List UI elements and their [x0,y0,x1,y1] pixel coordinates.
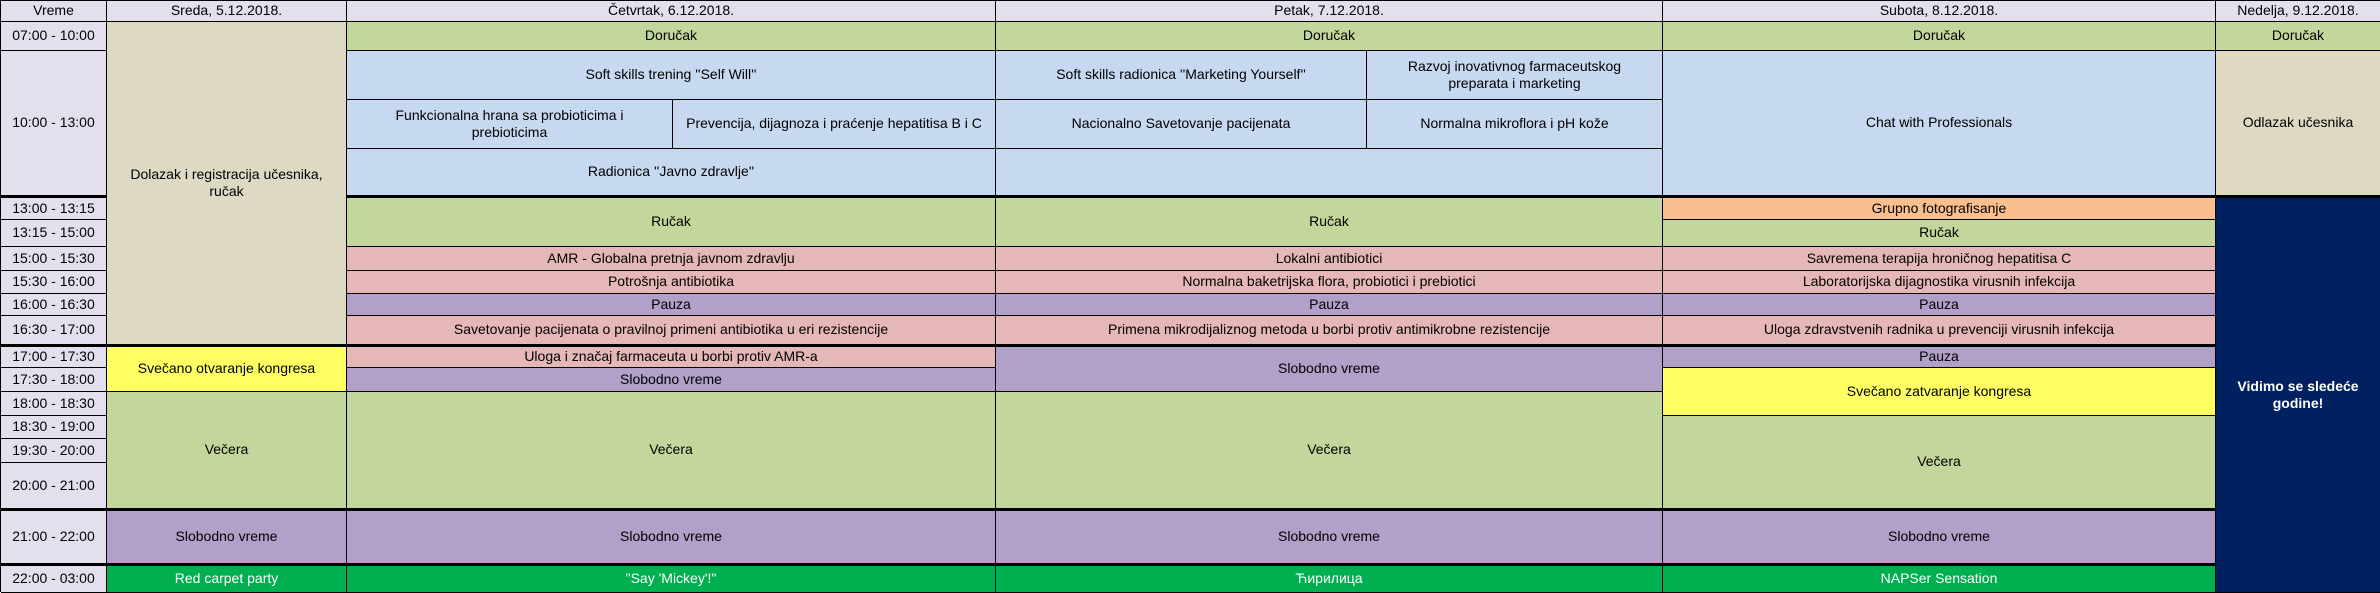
sreda-party: Red carpet party [107,564,347,593]
pet-mikrodijaliza: Primena mikrodijaliznog metoda u borbi protiv antimikrobne rezistencije [996,316,1663,345]
sub-chat: Chat with Professionals [1663,51,2216,196]
time-1700-1730: 17:00 - 17:30 [1,345,107,368]
pet-mikroflora: Normalna mikroflora i pH kože [1367,100,1663,149]
sub-party: NAPSer Sensation [1663,564,2216,593]
sub-vecera: Večera [1663,416,2216,509]
header-vreme: Vreme [1,1,107,22]
sub-terapija: Savremena terapija hroničnog hepatitisa C [1663,247,2216,271]
cet-slobodno-2: Slobodno vreme [347,509,996,564]
header-petak: Petak, 7.12.2018. [996,1,1663,22]
time-0700-1000: 07:00 - 10:00 [1,22,107,51]
sub-pauza-2: Pauza [1663,345,2216,368]
cet-potrosnja: Potrošnja antibiotika [347,271,996,294]
cet-pauza: Pauza [347,294,996,316]
pet-pauza: Pauza [996,294,1663,316]
time-1530-1600: 15:30 - 16:00 [1,271,107,294]
header-sreda: Sreda, 5.12.2018. [107,1,347,22]
time-1300-1315: 13:00 - 13:15 [1,196,107,220]
pet-slobodno-1: Slobodno vreme [996,345,1663,392]
pet-dorucak: Doručak [996,22,1663,51]
time-1630-1700: 16:30 - 17:00 [1,316,107,345]
time-2000-2100: 20:00 - 21:00 [1,463,107,509]
cet-vecera: Večera [347,392,996,509]
sreda-slobodno: Slobodno vreme [107,509,347,564]
cet-rucak: Ručak [347,196,996,247]
header-subota: Subota, 8.12.2018. [1663,1,2216,22]
ned-dorucak: Doručak [2216,22,2380,51]
pet-party: Ћирилица [996,564,1663,593]
ned-vidimo-se: Vidimo se sledeće godine! [2216,196,2380,593]
pet-slobodno-2: Slobodno vreme [996,509,1663,564]
time-1600-1630: 16:00 - 16:30 [1,294,107,316]
cet-slobodno-1: Slobodno vreme [347,368,996,392]
time-2200-0300: 22:00 - 03:00 [1,564,107,593]
cet-uloga: Uloga i značaj farmaceuta u borbi protiv AMR-a [347,345,996,368]
sub-uloga: Uloga zdravstvenih radnika u prevenciji virusnih infekcija [1663,316,2216,345]
time-1930-2000: 19:30 - 20:00 [1,439,107,463]
time-1800-1830: 18:00 - 18:30 [1,392,107,416]
header-nedelja: Nedelja, 9.12.2018. [2216,1,2380,22]
pet-marketing-yourself: Soft skills radionica ''Marketing Yourself'' [996,51,1367,100]
pet-flora: Normalna baketrijska flora, probiotici i prebiotici [996,271,1663,294]
sub-slobodno: Slobodno vreme [1663,509,2216,564]
cet-party: "Say 'Mickey'!" [347,564,996,593]
pet-lokalni: Lokalni antibiotici [996,247,1663,271]
sreda-vecera: Večera [107,392,347,509]
ned-odlazak: Odlazak učesnika [2216,51,2380,196]
pet-vecera: Večera [996,392,1663,509]
pet-prazno [996,149,1663,196]
cet-amr: AMR - Globalna pretnja javnom zdravlju [347,247,996,271]
sub-fotografisanje: Grupno fotografisanje [1663,196,2216,220]
cet-dorucak: Doručak [347,22,996,51]
time-1830-1900: 18:30 - 19:00 [1,416,107,439]
sub-pauza-1: Pauza [1663,294,2216,316]
time-2100-2200: 21:00 - 22:00 [1,509,107,564]
pet-rucak: Ručak [996,196,1663,247]
time-1730-1800: 17:30 - 18:00 [1,368,107,392]
cet-savetovanje: Savetovanje pacijenata o pravilnoj primeni antibiotika u eri rezistencije [347,316,996,345]
sub-laboratorijska: Laboratorijska dijagnostika virusnih infekcija [1663,271,2216,294]
pet-nacionalno: Nacionalno Savetovanje pacijenata [996,100,1367,149]
cet-softskills: Soft skills trening ''Self Will'' [347,51,996,100]
sub-dorucak: Doručak [1663,22,2216,51]
sreda-otvaranje: Svečano otvaranje kongresa [107,345,347,392]
header-cetvrtak: Četvrtak, 6.12.2018. [347,1,996,22]
sub-zatvaranje: Svečano zatvaranje kongresa [1663,368,2216,416]
sub-rucak: Ručak [1663,220,2216,247]
pet-razvoj: Razvoj inovativnog farmaceutskog preparata i marketing [1367,51,1663,100]
time-1315-1500: 13:15 - 15:00 [1,220,107,247]
cet-prevencija: Prevencija, dijagnoza i praćenje hepatitisa B i C [673,100,996,149]
sreda-registracija: Dolazak i registracija učesnika, ručak [107,22,347,345]
time-1500-1530: 15:00 - 15:30 [1,247,107,271]
cet-funkcionalna: Funkcionalna hrana sa probioticima i prebioticima [347,100,673,149]
time-1000-1300: 10:00 - 13:00 [1,51,107,196]
cet-radionica: Radionica ''Javno zdravlje'' [347,149,996,196]
